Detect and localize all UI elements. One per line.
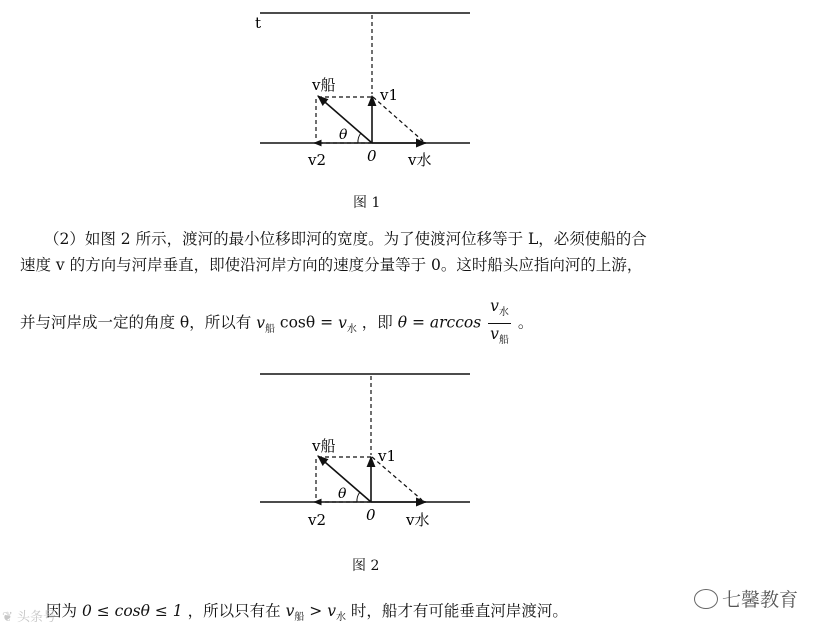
fig2-label-origin: 0 bbox=[366, 506, 376, 524]
wechat-icon bbox=[694, 589, 718, 609]
paragraph-line-2: 速度 v 的方向与河岸垂直，即使沿河岸方向的速度分量等于 0。这时船头应指向河的上游， bbox=[20, 256, 643, 274]
eq1-v-water: $v_水$ bbox=[338, 313, 357, 335]
line3-prefix: 并与河岸成一定的角度 θ，所以有 bbox=[20, 313, 252, 332]
fig1-theta-arc bbox=[358, 133, 361, 143]
eq1-cos: cosθ = bbox=[279, 313, 334, 332]
eq1-v-boat: $v_船$ bbox=[256, 313, 275, 335]
watermark-left-icon: ❦ bbox=[2, 610, 13, 625]
line3-end: 。 bbox=[517, 313, 534, 332]
conclusion-inequality: 0 ≤ cosθ ≤ 1 bbox=[81, 602, 183, 620]
eq2-fraction: $\frac{v_水}{v_船}$ bbox=[490, 297, 509, 346]
figure-2-caption: 图 2 bbox=[352, 558, 380, 574]
fig2-label-vwater: v水 bbox=[406, 511, 430, 529]
fig2-label-vboat: v船 bbox=[312, 437, 336, 455]
fig2-theta-arc bbox=[357, 492, 360, 502]
watermark-brand bbox=[694, 585, 798, 612]
watermark-brand-text: 七馨教育 bbox=[722, 589, 799, 611]
conclusion-v-water: $v_水$ bbox=[327, 602, 346, 623]
conclusion-line bbox=[46, 598, 568, 631]
fig1-label-vboat: v船 bbox=[312, 76, 336, 94]
fig1-label-v1: v1 bbox=[380, 86, 399, 104]
fig1-label-vwater: v水 bbox=[408, 151, 432, 169]
fig2-label-v2: v2 bbox=[308, 511, 327, 529]
paragraph-line-1: （2）如图 2 所示，渡河的最小位移即河的宽度。为了使渡河位移等于 L，必须使船的合 bbox=[44, 230, 647, 248]
line3-mid: ，即 bbox=[361, 313, 393, 332]
watermark-left-text: 头条号 bbox=[17, 610, 57, 625]
paragraph-line-3 bbox=[20, 296, 533, 351]
eq2-lhs: θ = arccos bbox=[397, 313, 482, 332]
fig1-label-theta: θ bbox=[339, 127, 348, 143]
fig1-label-t: t bbox=[255, 14, 262, 32]
conclusion-gt: > bbox=[309, 602, 323, 620]
conclusion-prefix: 因为 bbox=[46, 602, 78, 620]
conclusion-mid: ，所以只有在 bbox=[187, 602, 281, 620]
fig1-label-origin: 0 bbox=[367, 147, 377, 165]
fig1-label-v2: v2 bbox=[308, 151, 327, 169]
conclusion-v-boat: $v_船$ bbox=[285, 602, 305, 623]
watermark-left bbox=[2, 606, 56, 625]
fig2-label-theta: θ bbox=[338, 486, 347, 502]
figure-2 bbox=[260, 374, 470, 529]
figure-1-caption: 图 1 bbox=[353, 195, 381, 211]
figure-1 bbox=[255, 13, 470, 169]
fig2-label-v1: v1 bbox=[378, 447, 397, 465]
conclusion-suffix: 时，船才有可能垂直河岸渡河。 bbox=[350, 602, 568, 620]
